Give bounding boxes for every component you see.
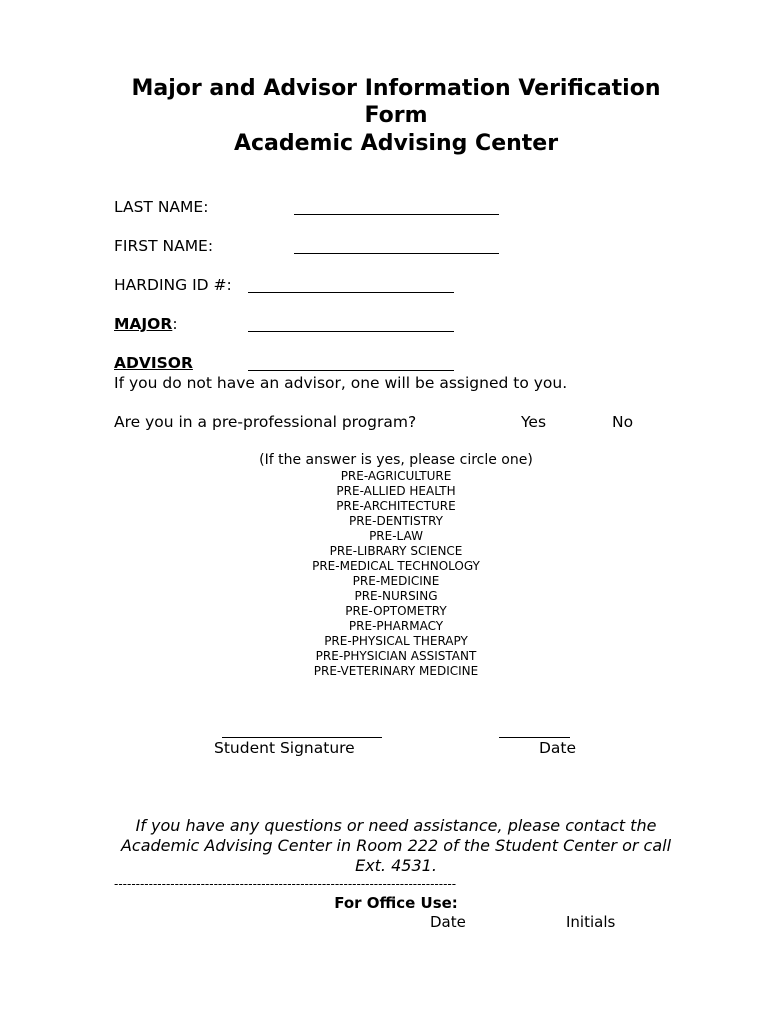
first-name-label: FIRST NAME: <box>114 237 214 255</box>
program-option[interactable]: PRE-MEDICINE <box>352 574 440 588</box>
office-initials-label: Initials <box>566 913 616 931</box>
program-option[interactable]: PRE-MEDICAL TECHNOLOGY <box>312 559 480 573</box>
circle-instruction: (If the answer is yes, please circle one) <box>259 452 533 468</box>
harding-id-line[interactable] <box>248 292 454 293</box>
program-option[interactable]: PRE-PHYSICAL THERAPY <box>324 634 468 648</box>
major-label-text: MAJOR <box>114 315 173 333</box>
date-label: Date <box>539 739 577 757</box>
yes-option[interactable]: Yes <box>521 413 547 431</box>
program-option[interactable]: PRE-ALLIED HEALTH <box>336 484 456 498</box>
form-title-line-1: Major and Advisor Information Verification <box>131 76 661 101</box>
program-option[interactable]: PRE-NURSING <box>354 589 438 603</box>
form-title-line-2: Form <box>364 103 428 128</box>
contact-note <box>100 816 692 876</box>
advisor-line[interactable] <box>248 370 454 371</box>
program-option[interactable]: PRE-LAW <box>369 529 423 543</box>
program-list <box>0 469 770 679</box>
program-option[interactable]: PRE-PHARMACY <box>348 619 444 633</box>
program-option[interactable]: PRE-LIBRARY SCIENCE <box>329 544 463 558</box>
program-option[interactable]: PRE-VETERINARY MEDICINE <box>313 664 479 678</box>
last-name-line[interactable] <box>294 214 499 215</box>
contact-line-3: Ext. 4531. <box>355 856 437 875</box>
office-separator: ------------------------------------------------------------------------------- <box>114 877 457 891</box>
pre-professional-question: Are you in a pre-professional program? <box>114 413 417 431</box>
program-option[interactable]: PRE-PHYSICIAN ASSISTANT <box>315 649 477 663</box>
last-name-label: LAST NAME: <box>114 198 209 216</box>
program-option[interactable]: PRE-ARCHITECTURE <box>336 499 456 513</box>
major-label <box>114 314 178 334</box>
form-subtitle: Academic Advising Center <box>233 131 559 156</box>
major-line[interactable] <box>248 331 454 332</box>
office-use-heading: For Office Use: <box>334 894 458 912</box>
harding-id-label: HARDING ID #: <box>114 276 232 294</box>
advisor-label-text: ADVISOR <box>114 354 193 372</box>
advisor-note: If you do not have an advisor, one will be assigned to you. <box>114 374 568 392</box>
office-date-label: Date <box>430 913 466 931</box>
student-signature-label: Student Signature <box>214 739 355 757</box>
program-option[interactable]: PRE-DENTISTRY <box>348 514 443 528</box>
program-option[interactable]: PRE-OPTOMETRY <box>345 604 447 618</box>
first-name-line[interactable] <box>294 253 499 254</box>
contact-line-1: If you have any questions or need assistance, please contact the <box>135 816 657 835</box>
no-option[interactable]: No <box>612 413 634 431</box>
contact-line-2: Academic Advising Center in Room 222 of the Student Center or call <box>120 836 672 855</box>
major-label-colon: : <box>172 315 178 333</box>
advisor-label <box>114 353 193 373</box>
program-option[interactable]: PRE-AGRICULTURE <box>340 469 452 483</box>
